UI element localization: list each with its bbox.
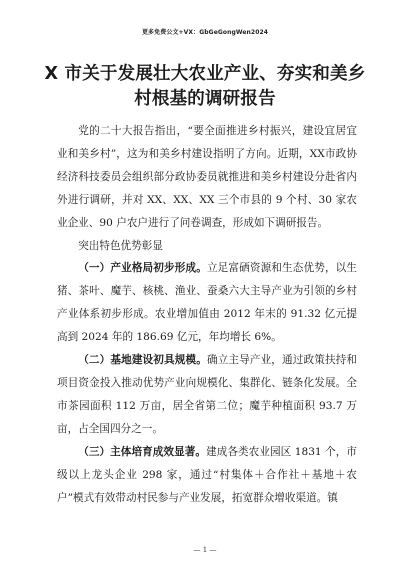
page-header-note: 更多免费公文+VX：GbGeGongWen2024 <box>141 29 269 36</box>
item-3-text: 建成各类农业园区 1831 个，市级以上龙头企业 298 家，通过“村集体＋合作社＋基地＋农户”模式有效带动村民参与产业发展，拓宽群众增收渠道。镇 <box>57 445 357 504</box>
item-2-paragraph <box>57 349 357 441</box>
item-1-text: 立足富硒资源和生态优势，以生猪、茶叶、魔芋、核桃、渔业、蚕桑六大主导产业为引领的乡村产业体系初步形成。农业增加值由 2012 年末的 91.32 亿元提高到 2024 年的 186.69 亿元，年均增长 6%。 <box>57 262 358 344</box>
document-body <box>57 120 357 509</box>
title-line-2: 村根基的调研报告 <box>134 89 276 109</box>
section-heading: 突出特色优势彰显 <box>78 239 163 252</box>
document-title <box>40 62 370 112</box>
item-2-text: 确立主导产业，通过政策扶持和项目资金投入推动优势产业向规模化、集群化、链条化发展。全市茶园面积 112 万亩，居全省第二位；魔芋种植面积 93.7 万亩，占全国四分之一。 <box>57 354 358 435</box>
page-number: — 1 — <box>193 546 217 554</box>
item-1-paragraph <box>57 257 357 349</box>
item-3-lead: （三）主体培育成效显著。 <box>78 445 207 458</box>
item-2-lead: （二）基地建设初具规模。 <box>78 354 207 367</box>
item-3-paragraph <box>57 441 357 510</box>
intro-paragraph: 党的二十大报告指出，“要全面推进乡村振兴，建设宜居宜业和美乡村”，这为和美乡村建设指明了方向。近期，XX市政协经济科技委员会组织部分政协委员就推进和美乡村建设分赴省内外进行调研，并对 XX、XX、XX 三个市县的 9 个村、30 家农业企业、90 户农户进行了问卷调查，形成如下调研报告。 <box>57 125 357 229</box>
item-1-lead: （一）产业格局初步形成。 <box>78 262 207 275</box>
title-line-1: X 市关于发展壮大农业产业、夯实和美乡 <box>44 64 366 84</box>
